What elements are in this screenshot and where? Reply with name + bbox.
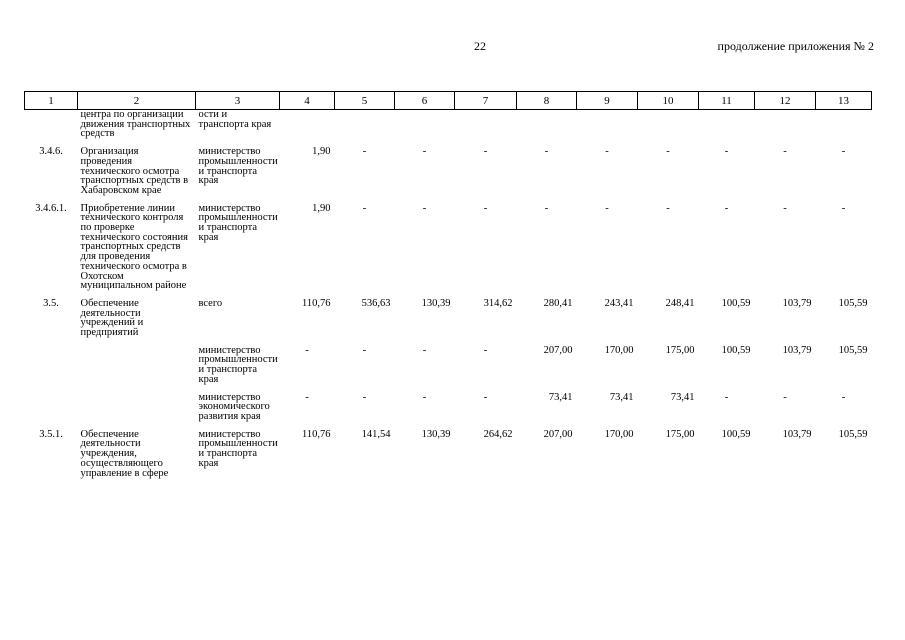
row-name: Обеспечение деятельности учреждения, осуществляющего управление в сфере	[80, 428, 169, 479]
row-value	[699, 110, 755, 140]
table-row	[25, 147, 872, 196]
row-value: -	[422, 391, 427, 403]
row-value: 141,54	[361, 428, 391, 440]
row-name: Обеспечение деятельности учреждений и предприятий	[80, 297, 144, 339]
column-header: 9	[577, 92, 638, 110]
row-value: 103,79	[782, 344, 812, 356]
row-value: 264,62	[483, 428, 513, 440]
row-code	[25, 346, 78, 385]
row-organization: министерство экономического развития края	[198, 391, 270, 422]
continuation-note: продолжение приложения № 2	[717, 39, 874, 53]
header-row	[25, 92, 872, 110]
column-header: 12	[755, 92, 816, 110]
table-row	[25, 346, 872, 385]
row-organization: министерство промышленности и транспорта края	[198, 428, 278, 469]
row-value: -	[422, 202, 427, 214]
row-value: -	[724, 146, 729, 158]
row-value: 207,00	[543, 344, 573, 356]
column-header: 8	[517, 92, 577, 110]
column-header: 10	[638, 92, 699, 110]
row-value: -	[483, 344, 488, 356]
row-organization: министерство промышленности и транспорта края	[198, 146, 278, 187]
row-value: -	[483, 202, 488, 214]
row-value	[335, 110, 395, 140]
row-name	[78, 393, 196, 422]
row-value	[577, 110, 638, 140]
row-value: 103,79	[782, 428, 812, 440]
row-value: -	[605, 202, 609, 214]
row-value: 100,59	[721, 428, 751, 440]
row-value: 1,90	[312, 146, 331, 158]
row-value	[517, 110, 577, 140]
row-value: 100,59	[721, 344, 751, 356]
row-name: Организация проведения технического осмотра транспортных средств в Хабаровском крае	[80, 146, 189, 196]
row-value: 207,00	[543, 428, 573, 440]
row-value: -	[783, 391, 787, 403]
row-value: 105,59	[838, 428, 868, 440]
row-value: 73,41	[548, 391, 573, 403]
row-value: 536,63	[361, 297, 391, 309]
table-row	[25, 299, 872, 338]
row-organization: министерство промышленности и транспорта края	[198, 202, 278, 243]
row-value: 170,00	[604, 428, 634, 440]
row-value: -	[841, 202, 846, 214]
row-code: 3.5.1.	[39, 428, 63, 440]
column-header: 1	[25, 92, 78, 110]
row-value: 175,00	[665, 344, 695, 356]
row-value: -	[362, 344, 367, 356]
column-header: 5	[335, 92, 395, 110]
row-value: -	[305, 344, 309, 356]
column-header: 7	[455, 92, 517, 110]
row-value: -	[483, 146, 488, 158]
row-value	[280, 110, 335, 140]
row-value: 280,41	[543, 297, 573, 309]
row-value: -	[783, 146, 787, 158]
table-row	[25, 393, 872, 422]
row-organization: министерство промышленности и транспорта края	[198, 344, 278, 385]
row-value: 130,39	[421, 428, 451, 440]
row-value: 248,41	[665, 297, 695, 309]
row-value: -	[724, 202, 729, 214]
row-value: -	[422, 344, 427, 356]
row-value: -	[362, 146, 367, 158]
column-header: 4	[280, 92, 335, 110]
row-code	[25, 393, 78, 422]
row-value: -	[362, 391, 367, 403]
row-value: 105,59	[838, 297, 868, 309]
table-row	[25, 110, 872, 140]
column-header: 11	[699, 92, 755, 110]
row-code: 3.5.	[43, 297, 59, 309]
row-value: -	[422, 146, 427, 158]
column-header: 3	[196, 92, 280, 110]
row-code: 3.4.6.1.	[35, 202, 67, 214]
row-value: -	[605, 146, 609, 158]
spacer-cell	[25, 139, 872, 147]
row-value	[455, 110, 517, 140]
data-table	[24, 91, 872, 478]
row-value: 314,62	[483, 297, 513, 309]
row-value: -	[724, 391, 729, 403]
row-value: 105,59	[838, 344, 868, 356]
row-organization: всего	[198, 297, 223, 309]
row-value: 73,41	[670, 391, 695, 403]
row-name: Приобретение линии технического контроля по проверке технического состояния транспортных средств для проведения технического осмотра в Охотском муниципальном районе	[80, 202, 188, 292]
row-organization: ости и транспорта края	[198, 109, 272, 130]
row-value	[638, 110, 699, 140]
row-value: -	[783, 202, 787, 214]
row-value: 130,39	[421, 297, 451, 309]
row-value: -	[305, 391, 309, 403]
row-value: 73,41	[609, 391, 634, 403]
row-value: -	[544, 202, 549, 214]
row-spacer	[25, 385, 872, 393]
row-value: -	[841, 146, 846, 158]
row-value: -	[483, 391, 488, 403]
row-value	[755, 110, 816, 140]
row-value: 1,90	[312, 202, 331, 214]
column-header: 6	[395, 92, 455, 110]
row-value: -	[841, 391, 846, 403]
row-value	[816, 110, 872, 140]
column-header: 2	[78, 92, 196, 110]
spacer-cell	[25, 385, 872, 393]
row-value	[395, 110, 455, 140]
row-value: 175,00	[665, 428, 695, 440]
row-code	[25, 110, 78, 140]
page-number: 22	[474, 39, 486, 53]
row-value: -	[666, 202, 670, 214]
row-code: 3.4.6.	[39, 146, 63, 158]
row-value: 243,41	[604, 297, 634, 309]
row-value: -	[666, 146, 670, 158]
row-value: -	[544, 146, 549, 158]
row-value: 110,76	[302, 297, 331, 309]
row-value: -	[362, 202, 367, 214]
row-value: 170,00	[604, 344, 634, 356]
row-value: 100,59	[721, 297, 751, 309]
row-spacer	[25, 139, 872, 147]
row-value: 103,79	[782, 297, 812, 309]
table-row	[25, 204, 872, 291]
row-name: центра по организации движения транспортных средств	[80, 109, 191, 140]
row-name	[78, 346, 196, 385]
column-header: 13	[816, 92, 872, 110]
row-value: 110,76	[302, 428, 331, 440]
table-row	[25, 430, 872, 479]
